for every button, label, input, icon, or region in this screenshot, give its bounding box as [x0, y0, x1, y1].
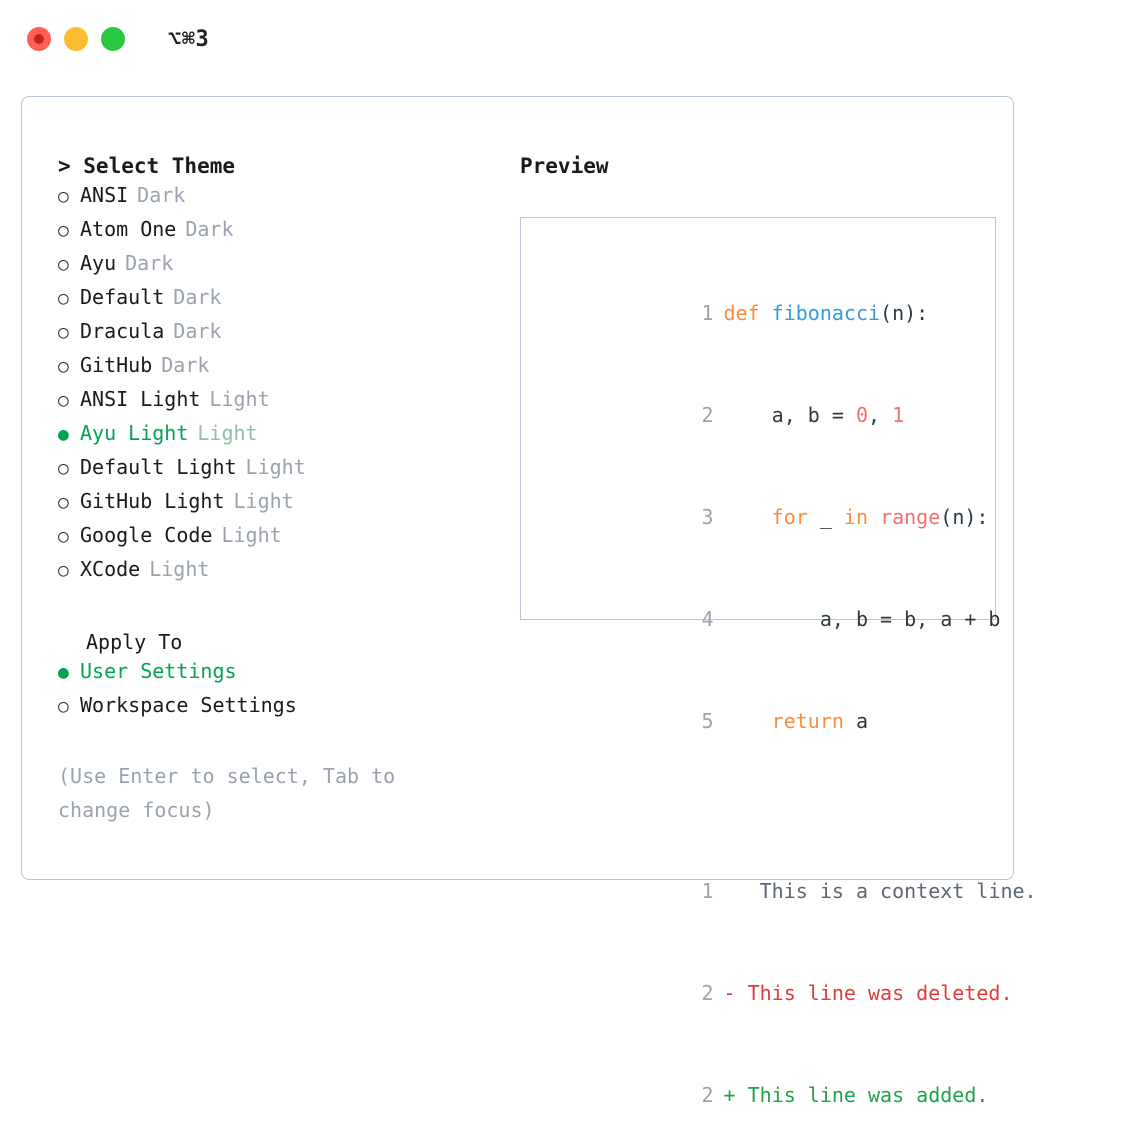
preview-heading: Preview — [520, 154, 609, 178]
apply-option-label: User Settings — [80, 659, 237, 683]
theme-label: Default — [80, 285, 165, 309]
theme-selector-column — [58, 149, 498, 827]
select-theme-heading: > Select Theme — [58, 154, 236, 178]
code-token: a — [843, 709, 869, 733]
radio-icon: ○ — [58, 288, 69, 309]
code-token: for — [771, 505, 808, 529]
code-line — [541, 568, 1001, 670]
radio-icon: ○ — [58, 458, 69, 479]
close-icon — [34, 34, 44, 44]
radio-icon: ○ — [58, 254, 69, 275]
code-token — [724, 709, 772, 733]
spacer — [58, 591, 498, 625]
theme-label: Ayu Light — [80, 421, 189, 445]
theme-variant-tag: Dark — [161, 353, 210, 377]
code-token: a, b = b, a + b — [723, 607, 1001, 631]
theme-label: Dracula — [80, 319, 165, 343]
window-controls — [27, 27, 125, 51]
theme-label: GitHub Light — [80, 489, 225, 513]
diff-marker: - — [723, 981, 748, 1005]
code-token: 0 — [855, 403, 868, 427]
code-token: return — [771, 709, 844, 733]
radio-icon-selected: ● — [58, 424, 69, 445]
theme-list-item[interactable] — [58, 523, 498, 557]
theme-label: Atom One — [80, 217, 177, 241]
theme-variant-tag: Light — [233, 489, 294, 513]
apply-to-heading: Apply To — [86, 630, 183, 654]
theme-variant-tag: Light — [209, 387, 270, 411]
panel-content — [38, 149, 1037, 1107]
code-token: a, b = — [723, 403, 856, 427]
theme-list-item[interactable] — [58, 557, 498, 591]
apply-option-label: Workspace Settings — [80, 693, 297, 717]
theme-list-item[interactable] — [58, 251, 498, 285]
theme-list-item[interactable] — [58, 319, 498, 353]
diff-text: This line was deleted. — [747, 981, 1013, 1005]
radio-icon: ○ — [58, 696, 69, 717]
theme-list-item[interactable] — [58, 387, 498, 421]
close-button[interactable] — [27, 27, 51, 51]
diff-line-context — [541, 840, 1037, 942]
theme-list-item[interactable] — [58, 455, 498, 489]
maximize-button[interactable] — [101, 27, 125, 51]
radio-icon: ○ — [58, 390, 69, 411]
line-number: 4 — [701, 607, 714, 631]
diff-marker — [724, 879, 748, 903]
code-line — [541, 466, 995, 568]
theme-list-item[interactable] — [58, 353, 498, 387]
diff-line-deleted — [541, 942, 1013, 1044]
code-token: def — [723, 301, 772, 325]
theme-list-item[interactable] — [58, 183, 498, 217]
radio-icon: ○ — [58, 492, 69, 513]
radio-icon: ○ — [58, 220, 69, 241]
theme-list-item[interactable] — [58, 285, 498, 319]
theme-label: Google Code — [80, 523, 213, 547]
code-line — [541, 670, 995, 772]
line-number: 2 — [701, 1083, 714, 1107]
radio-icon: ○ — [58, 186, 69, 207]
theme-label: Ayu — [80, 251, 117, 275]
line-number: 3 — [701, 505, 714, 529]
main-panel — [21, 96, 1037, 1107]
apply-to-list — [58, 659, 498, 727]
theme-variant-tag: Light — [197, 421, 258, 445]
preview-box — [520, 217, 1037, 1107]
spacer — [541, 806, 995, 840]
code-line — [541, 364, 995, 466]
diff-marker: + — [723, 1083, 748, 1107]
code-token: fibonacci — [771, 301, 881, 325]
code-token: in — [843, 505, 869, 529]
keyboard-hint-text: (Use Enter to select, Tab to change focus) — [58, 764, 408, 822]
apply-option-workspace-settings[interactable] — [58, 693, 498, 727]
spacer — [541, 772, 995, 806]
code-token: 1 — [892, 403, 905, 427]
theme-variant-tag: Dark — [173, 285, 222, 309]
radio-icon: ○ — [58, 526, 69, 547]
theme-variant-tag: Dark — [173, 319, 222, 343]
diff-text: This is a context line. — [747, 879, 1037, 903]
radio-icon: ○ — [58, 322, 69, 343]
theme-label: Default Light — [80, 455, 237, 479]
theme-label: ANSI — [80, 183, 129, 207]
theme-list — [58, 183, 498, 591]
window-title: ⌥⌘3 — [168, 26, 210, 52]
theme-list-item[interactable] — [58, 489, 498, 523]
theme-list-item[interactable] — [58, 217, 498, 251]
theme-variant-tag: Dark — [137, 183, 186, 207]
radio-icon-selected: ● — [58, 662, 69, 683]
theme-label: XCode — [80, 557, 141, 581]
apply-option-user-settings[interactable] — [58, 659, 498, 693]
theme-variant-tag: Dark — [185, 217, 234, 241]
line-number: 1 — [701, 879, 714, 903]
diff-text: This line was added. — [747, 1083, 989, 1107]
code-token: (n): — [940, 505, 989, 529]
theme-variant-tag: Light — [245, 455, 306, 479]
radio-icon: ○ — [58, 560, 69, 581]
title-bar — [0, 0, 1140, 78]
code-token: range — [880, 505, 941, 529]
theme-variant-tag: Light — [149, 557, 210, 581]
line-number: 2 — [701, 981, 714, 1005]
code-token: (n): — [880, 301, 929, 325]
code-token: _ — [807, 505, 844, 529]
theme-variant-tag: Dark — [125, 251, 174, 275]
theme-variant-tag: Light — [221, 523, 282, 547]
line-number: 5 — [701, 709, 714, 733]
preview-column — [520, 149, 1037, 1107]
radio-icon: ○ — [58, 356, 69, 377]
line-number: 2 — [701, 403, 714, 427]
code-line — [541, 262, 995, 364]
code-token: , — [868, 403, 893, 427]
theme-list-item-selected[interactable] — [58, 421, 498, 455]
code-token — [868, 505, 880, 529]
theme-label: ANSI Light — [80, 387, 201, 411]
line-number: 1 — [701, 301, 714, 325]
minimize-button[interactable] — [64, 27, 88, 51]
theme-label: GitHub — [80, 353, 153, 377]
code-token — [724, 505, 772, 529]
diff-line-added — [541, 1044, 995, 1146]
